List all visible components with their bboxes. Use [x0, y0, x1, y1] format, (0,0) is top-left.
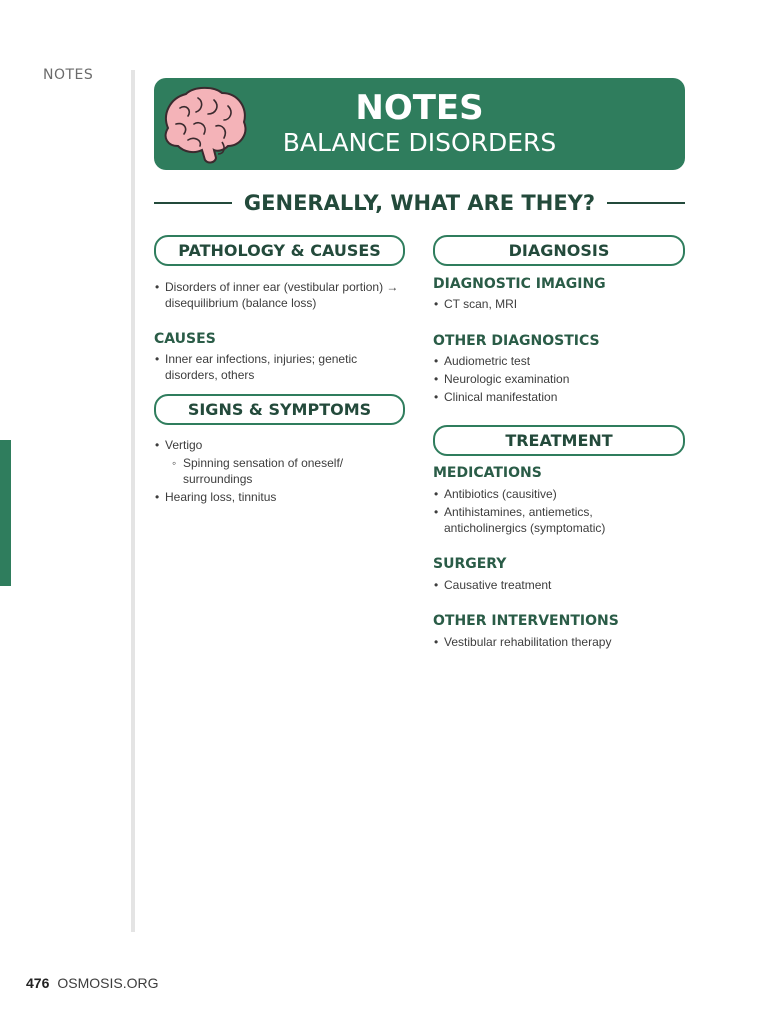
medications-list: [433, 486, 633, 538]
section-heading-text: GENERALLY, WHAT ARE THEY?: [243, 191, 596, 215]
section-heading: [154, 186, 685, 220]
surgery-list: [433, 577, 683, 595]
heading-rule-left: [154, 202, 232, 204]
causes-heading: CAUSES: [154, 331, 216, 347]
title-banner: [154, 78, 685, 170]
diagnostic-imaging-heading: DIAGNOSTIC IMAGING: [433, 276, 606, 292]
treatment-heading: TREATMENT: [433, 425, 685, 456]
pathology-list: [154, 279, 404, 313]
banner-title: NOTES: [355, 88, 484, 128]
surgery-heading: SURGERY: [433, 556, 507, 572]
side-notes-label: NOTES: [43, 67, 94, 83]
diagnosis-heading: DIAGNOSIS: [433, 235, 685, 266]
signs-symptoms-heading: SIGNS & SYMPTOMS: [154, 394, 405, 425]
chapter-tab-marker: [0, 440, 11, 586]
list-item: • Disorders of inner ear (vestibular portion) → disequilibrium (balance loss): [154, 279, 404, 311]
list-item: • Inner ear infections, injuries; genetic disorders, others: [154, 351, 384, 383]
page-number: 476: [26, 975, 50, 991]
list-item: • Vestibular rehabilitation therapy: [433, 634, 683, 650]
page-footer: [26, 975, 158, 991]
other-diagnostics-heading: OTHER DIAGNOSTICS: [433, 333, 600, 349]
heading-rule-right: [607, 202, 685, 204]
list-item: • Antibiotics (causitive): [433, 486, 633, 502]
medications-heading: MEDICATIONS: [433, 465, 542, 481]
list-item: • CT scan, MRI: [433, 296, 683, 312]
footer-site-link[interactable]: OSMOSIS.ORG: [57, 975, 159, 991]
list-item: • Vertigo: [154, 437, 384, 453]
causes-list: [154, 351, 384, 385]
vertical-divider: [131, 70, 135, 932]
list-item: • Hearing loss, tinnitus: [154, 489, 384, 505]
list-item: • Causative treatment: [433, 577, 683, 593]
signs-list: [154, 437, 384, 507]
pathology-causes-heading: PATHOLOGY & CAUSES: [154, 235, 405, 266]
other-interventions-heading: OTHER INTERVENTIONS: [433, 613, 619, 629]
list-item: • Neurologic examination: [433, 371, 683, 387]
list-item: • Antihistamines, antiemetics, anticholinergics (symptomatic): [433, 504, 633, 536]
sub-list-item: ◦ Spinning sensation of oneself/ surroundings: [154, 455, 384, 487]
list-item: • Clinical manifestation: [433, 389, 683, 405]
imaging-list: [433, 296, 683, 314]
other-diagnostics-list: [433, 353, 683, 407]
banner-subtitle: BALANCE DISORDERS: [282, 128, 557, 157]
other-interventions-list: [433, 634, 683, 652]
list-item: • Audiometric test: [433, 353, 683, 369]
